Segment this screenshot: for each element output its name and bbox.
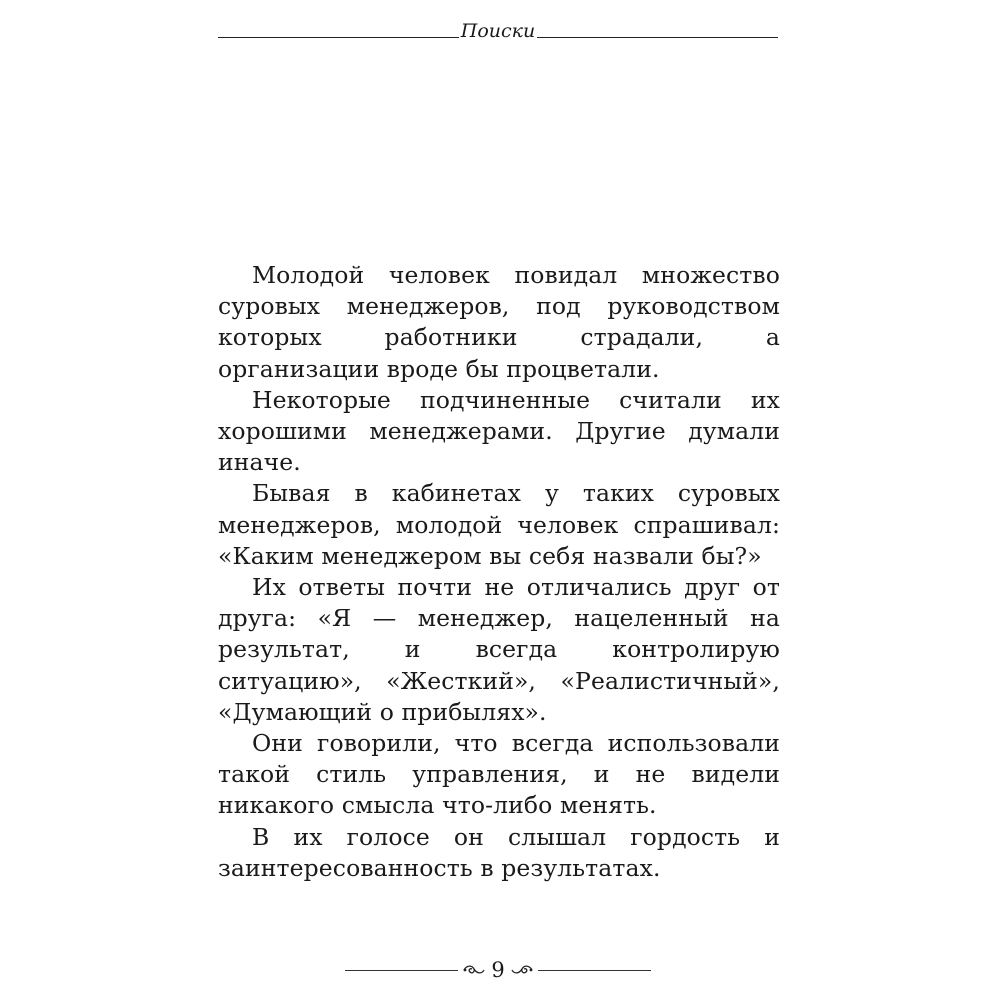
- paragraph: Молодой человек повидал множество суровых менеджеров, под руководством которых работники страдали, а организации вроде бы процветали.: [218, 261, 780, 383]
- page-number: 9: [491, 958, 505, 982]
- running-header: [218, 18, 778, 42]
- header-rule-left: [218, 37, 459, 38]
- paragraph: В их голосе он слышал гордость и заинтересованность в результатах.: [218, 822, 780, 882]
- paragraph: Они говорили, что всегда использовали такой стиль управления, и не видели никакого смысла что-либо менять.: [218, 729, 780, 820]
- paragraph: Их ответы почти не отличались друг от друга: «Я — менеджер, нацеленный на результат, и всегда контролирую ситуацию», «Жесткий», «Реалистичный», «Думающий о прибылях».: [218, 573, 780, 726]
- paragraph: Бывая в кабинетах у таких суровых менеджеров, молодой человек спрашивал: «Каким менеджером вы себя назвали бы?»: [218, 479, 780, 570]
- header-rule-right: [537, 37, 778, 38]
- swirl-ornament-icon: [510, 963, 534, 977]
- paragraph: Некоторые подчиненные считали их хорошими менеджерами. Другие думали иначе.: [218, 385, 780, 477]
- page-footer: [345, 956, 651, 984]
- footer-rule-left: [345, 970, 458, 971]
- swirl-ornament-icon: [462, 963, 486, 977]
- footer-rule-right: [538, 970, 651, 971]
- running-header-title: Поиски: [460, 20, 536, 42]
- body-text: [218, 260, 780, 884]
